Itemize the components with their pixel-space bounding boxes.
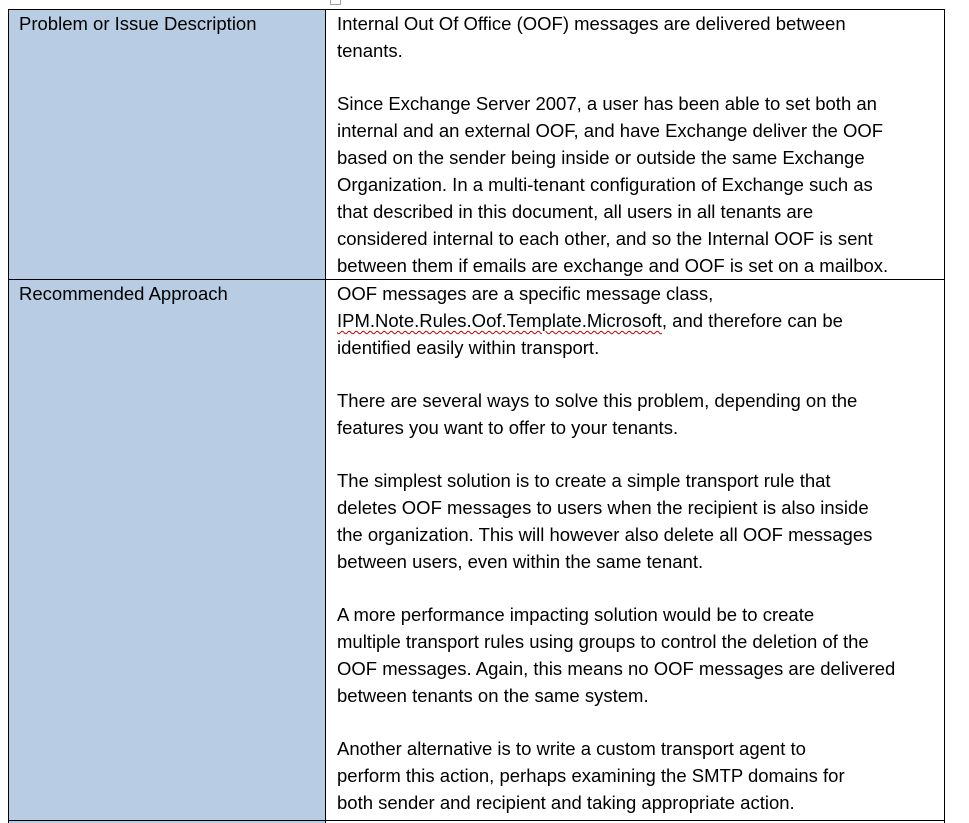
text-line: Since Exchange Server 2007, a user has been able to set both an — [337, 93, 877, 114]
row-label: Problem or Issue Description — [19, 13, 257, 34]
text-line — [337, 307, 944, 334]
content-cell[interactable] — [326, 280, 945, 821]
row-label: Recommended Approach — [19, 283, 228, 304]
text-line: both sender and recipient and taking appropriate action. — [337, 792, 795, 813]
label-cell[interactable] — [9, 280, 326, 821]
text-line: identified easily within transport. — [337, 337, 600, 358]
blank-line — [337, 709, 944, 735]
text-line: internal and an external OOF, and have Exchange deliver the OOF — [337, 120, 884, 141]
text-line: Organization. In a multi-tenant configuration of Exchange such as — [337, 174, 873, 195]
issue-table — [8, 9, 945, 823]
text-line: Internal Out Of Office (OOF) messages are delivered between — [337, 13, 846, 34]
text-line: between tenants on the same system. — [337, 685, 649, 706]
text-line: perform this action, perhaps examining the SMTP domains for — [337, 765, 845, 786]
text-line: A more performance impacting solution would be to create — [337, 604, 815, 625]
text-line: based on the sender being inside or outside the same Exchange — [337, 147, 865, 168]
spellcheck-flagged-term[interactable]: IPM.Note.Rules.Oof.Template.Microsoft — [337, 310, 662, 331]
text-line: The simplest solution is to create a simple transport rule that — [337, 470, 831, 491]
blank-line — [337, 64, 944, 90]
text-line: between users, even within the same tenant. — [337, 551, 704, 572]
content-cell[interactable] — [326, 10, 945, 280]
text-line: considered internal to each other, and so the Internal OOF is sent — [337, 228, 873, 249]
text-line: OOF messages. Again, this means no OOF messages are delivered — [337, 658, 896, 679]
text-line: that described in this document, all users in all tenants are — [337, 201, 814, 222]
table-row-problem — [9, 10, 945, 280]
text-line: OOF messages are a specific message class, — [337, 283, 714, 304]
table-move-handle-icon[interactable] — [330, 0, 341, 5]
label-cell[interactable] — [9, 10, 326, 280]
blank-line — [337, 361, 944, 387]
text-line: features you want to offer to your tenants. — [337, 417, 679, 438]
text-line: between them if emails are exchange and OOF is set on a mailbox. — [337, 255, 889, 276]
table-row-approach — [9, 280, 945, 821]
blank-line — [337, 575, 944, 601]
recommended-approach-text — [326, 280, 944, 816]
text-line: Another alternative is to write a custom transport agent to — [337, 738, 806, 759]
text-line: There are several ways to solve this problem, depending on the — [337, 390, 858, 411]
text-line: deletes OOF messages to users when the recipient is also inside — [337, 497, 869, 518]
text-line: multiple transport rules using groups to control the deletion of the — [337, 631, 869, 652]
text-line: the organization. This will however also delete all OOF messages — [337, 524, 873, 545]
blank-line — [337, 441, 944, 467]
problem-description — [326, 10, 944, 279]
text-line: tenants. — [337, 40, 403, 61]
text-span: , and therefore can be — [661, 310, 843, 331]
